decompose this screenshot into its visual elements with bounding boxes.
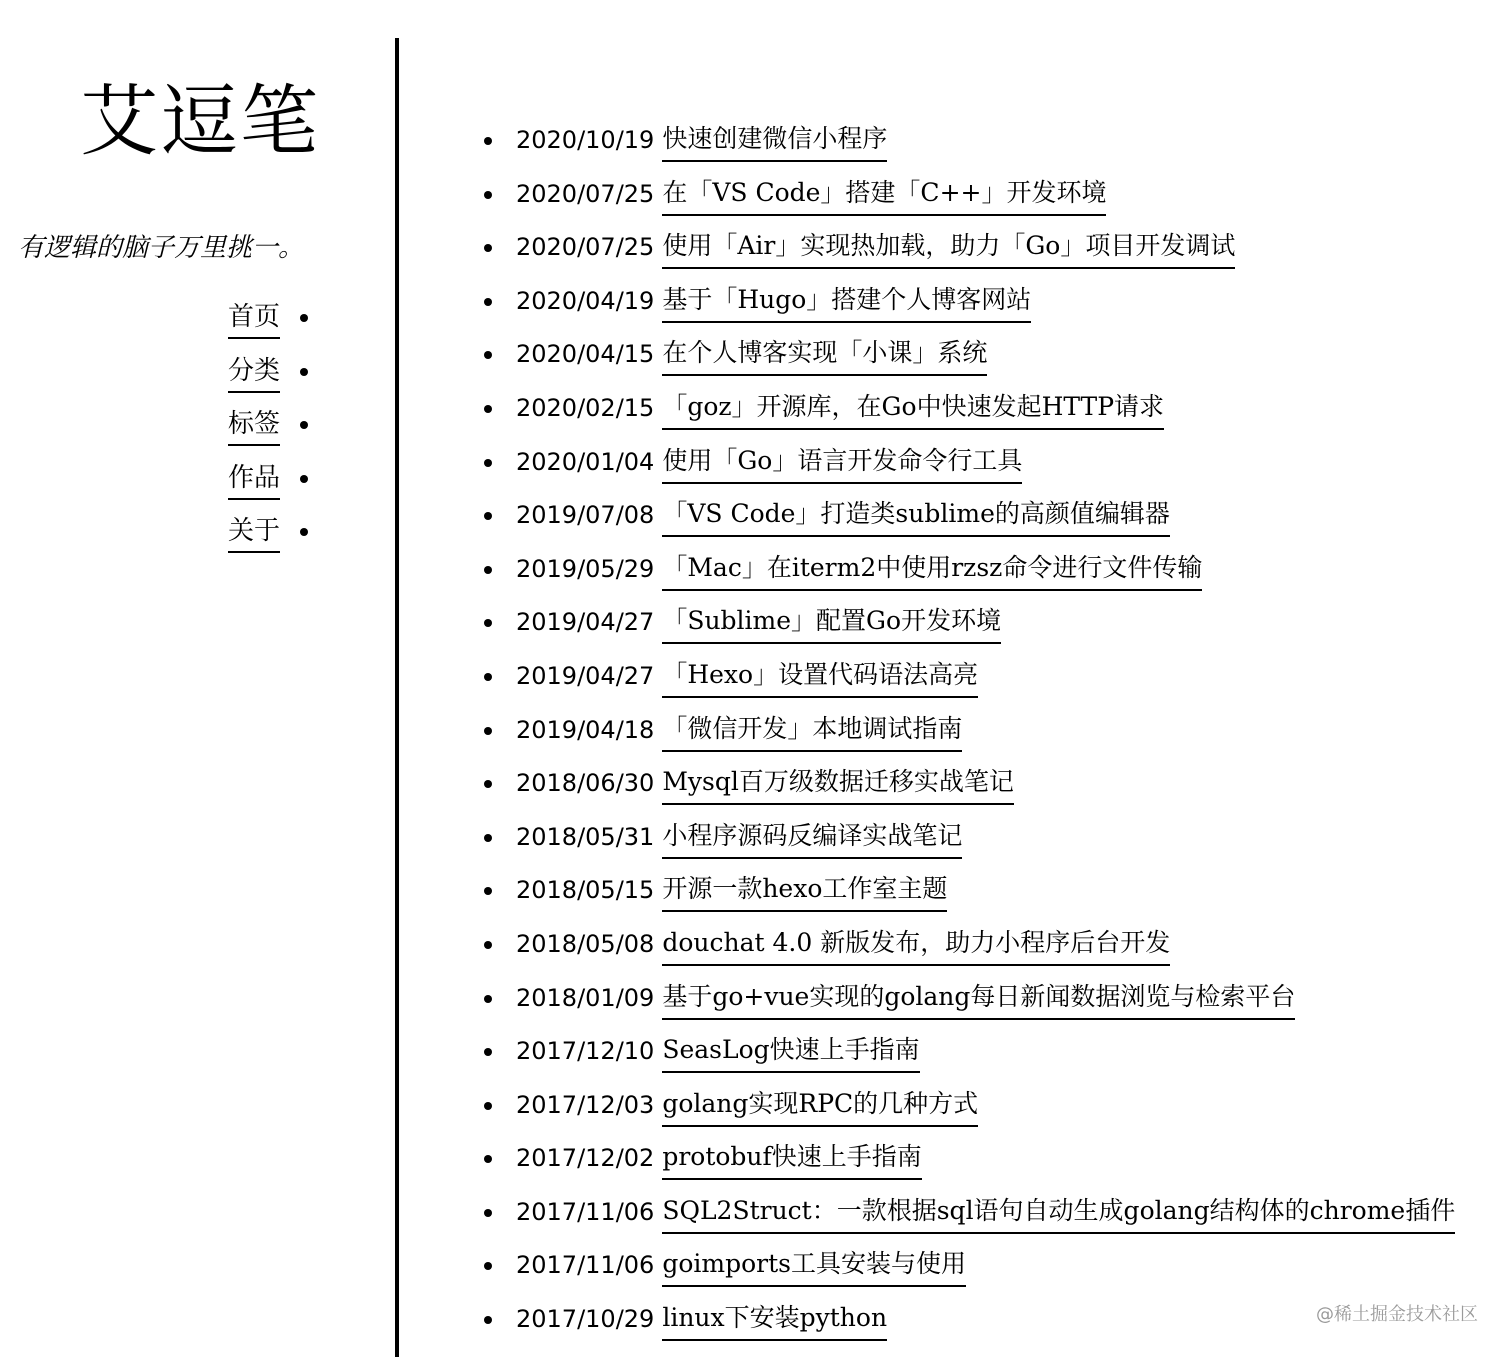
- post-title-link[interactable]: 「Hexo」设置代码语法高亮: [662, 654, 978, 698]
- post-date: 2017/11/06: [516, 1251, 655, 1280]
- post-title-link[interactable]: 「goz」开源库，在Go中快速发起HTTP请求: [662, 386, 1164, 430]
- post-date: 2019/04/18: [516, 715, 655, 744]
- post-title-link[interactable]: golang实现RPC的几种方式: [662, 1083, 978, 1127]
- post-date: 2020/01/04: [516, 447, 655, 476]
- post-item: [484, 1243, 1484, 1297]
- post-title-link[interactable]: 基于go+vue实现的golang每日新闻数据浏览与检索平台: [662, 976, 1295, 1020]
- post-item: [484, 118, 1484, 172]
- post-title-link[interactable]: 快速创建微信小程序: [662, 118, 887, 162]
- post-title-link[interactable]: goimports工具安装与使用: [662, 1243, 966, 1287]
- post-date: 2020/07/25: [516, 179, 655, 208]
- bullet-icon: [484, 995, 492, 1003]
- post-title-link[interactable]: 使用「Air」实现热加载，助力「Go」项目开发调试: [662, 225, 1235, 269]
- nav-item-tags: [228, 405, 308, 459]
- post-date: 2018/05/08: [516, 929, 655, 958]
- bullet-icon: [484, 459, 492, 467]
- post-date: 2020/04/19: [516, 286, 655, 315]
- post-item: [484, 1190, 1484, 1244]
- post-title-link[interactable]: protobuf快速上手指南: [662, 1136, 921, 1180]
- post-title-link[interactable]: linux下安装python: [662, 1297, 887, 1341]
- bullet-icon: [484, 137, 492, 145]
- nav-link-about[interactable]: 关于: [228, 512, 280, 553]
- post-date: 2018/05/31: [516, 822, 655, 851]
- bullet-icon: [300, 475, 308, 483]
- post-date: 2019/04/27: [516, 608, 655, 637]
- nav-link-categories[interactable]: 分类: [228, 352, 280, 393]
- post-title-link[interactable]: 在「VS Code」搭建「C++」开发环境: [662, 172, 1106, 216]
- post-title-link[interactable]: 「微信开发」本地调试指南: [662, 708, 962, 752]
- post-date: 2017/12/10: [516, 1037, 655, 1066]
- site-title[interactable]: 艾逗笔: [80, 77, 321, 167]
- post-item: [484, 600, 1484, 654]
- bullet-icon: [484, 191, 492, 199]
- post-title-link[interactable]: 「VS Code」打造类sublime的高颜值编辑器: [662, 493, 1170, 537]
- post-item: [484, 1083, 1484, 1137]
- bullet-icon: [484, 834, 492, 842]
- post-item: [484, 225, 1484, 279]
- bullet-icon: [484, 673, 492, 681]
- post-list: [484, 118, 1484, 1351]
- vertical-divider: [395, 38, 399, 1357]
- bullet-icon: [484, 780, 492, 788]
- bullet-icon: [484, 298, 492, 306]
- bullet-icon: [484, 1209, 492, 1217]
- nav-link-tags[interactable]: 标签: [228, 405, 280, 446]
- bullet-icon: [484, 1316, 492, 1324]
- nav-item-works: [228, 459, 308, 513]
- post-item: [484, 440, 1484, 494]
- post-date: 2017/12/02: [516, 1144, 655, 1173]
- bullet-icon: [484, 1262, 492, 1270]
- post-date: 2019/07/08: [516, 501, 655, 530]
- watermark: @稀土掘金技术社区: [1316, 1304, 1478, 1325]
- bullet-icon: [300, 528, 308, 536]
- post-item: [484, 332, 1484, 386]
- post-date: 2020/07/25: [516, 233, 655, 262]
- bullet-icon: [484, 1048, 492, 1056]
- post-item: [484, 868, 1484, 922]
- post-date: 2019/04/27: [516, 661, 655, 690]
- post-date: 2018/01/09: [516, 983, 655, 1012]
- nav-item-about: [228, 512, 308, 566]
- post-title-link[interactable]: 「Mac」在iterm2中使用rzsz命令进行文件传输: [662, 547, 1202, 591]
- nav-link-works[interactable]: 作品: [228, 459, 280, 500]
- bullet-icon: [484, 244, 492, 252]
- bullet-icon: [484, 727, 492, 735]
- post-item: [484, 279, 1484, 333]
- post-title-link[interactable]: 使用「Go」语言开发命令行工具: [662, 440, 1022, 484]
- post-title-link[interactable]: SeasLog快速上手指南: [662, 1029, 919, 1073]
- post-title-link[interactable]: SQL2Struct：一款根据sql语句自动生成golang结构体的chrome插件: [662, 1190, 1455, 1234]
- bullet-icon: [484, 351, 492, 359]
- post-title-link[interactable]: 「Sublime」配置Go开发环境: [662, 600, 1001, 644]
- nav-link-home[interactable]: 首页: [228, 298, 280, 339]
- bullet-icon: [484, 1102, 492, 1110]
- post-date: 2020/02/15: [516, 393, 655, 422]
- post-title-link[interactable]: 基于「Hugo」搭建个人博客网站: [662, 279, 1031, 323]
- bullet-icon: [484, 405, 492, 413]
- post-item: [484, 654, 1484, 708]
- post-date: 2020/10/19: [516, 126, 655, 154]
- bullet-icon: [300, 368, 308, 376]
- post-item: [484, 815, 1484, 869]
- post-item: [484, 1136, 1484, 1190]
- post-date: 2019/05/29: [516, 554, 655, 583]
- post-title-link[interactable]: 开源一款hexo工作室主题: [662, 868, 947, 912]
- bullet-icon: [484, 1155, 492, 1163]
- post-item: [484, 386, 1484, 440]
- nav-item-home: [228, 298, 308, 352]
- bullet-icon: [484, 887, 492, 895]
- post-item: [484, 493, 1484, 547]
- post-date: 2017/12/03: [516, 1090, 655, 1119]
- bullet-icon: [300, 421, 308, 429]
- bullet-icon: [484, 941, 492, 949]
- post-item: [484, 708, 1484, 762]
- post-title-link[interactable]: Mysql百万级数据迁移实战笔记: [662, 761, 1014, 805]
- post-title-link[interactable]: 在个人博客实现「小课」系统: [662, 332, 987, 376]
- post-item: [484, 172, 1484, 226]
- post-item: [484, 761, 1484, 815]
- main-nav: [228, 298, 308, 566]
- post-date: 2020/04/15: [516, 340, 655, 369]
- post-item: [484, 922, 1484, 976]
- site-tagline: 有逻辑的脑子万里挑一。: [18, 233, 305, 263]
- post-item: [484, 1029, 1484, 1083]
- post-date: 2017/10/29: [516, 1305, 655, 1334]
- sidebar: [0, 0, 396, 1357]
- post-date: 2018/05/15: [516, 876, 655, 905]
- post-date: 2018/06/30: [516, 769, 655, 798]
- post-title-link[interactable]: 小程序源码反编译实战笔记: [662, 815, 962, 859]
- bullet-icon: [300, 314, 308, 322]
- bullet-icon: [484, 566, 492, 574]
- post-item: [484, 976, 1484, 1030]
- bullet-icon: [484, 619, 492, 627]
- post-date: 2017/11/06: [516, 1197, 655, 1226]
- bullet-icon: [484, 512, 492, 520]
- post-item: [484, 547, 1484, 601]
- nav-item-categories: [228, 352, 308, 406]
- post-title-link[interactable]: douchat 4.0 新版发布，助力小程序后台开发: [662, 922, 1170, 966]
